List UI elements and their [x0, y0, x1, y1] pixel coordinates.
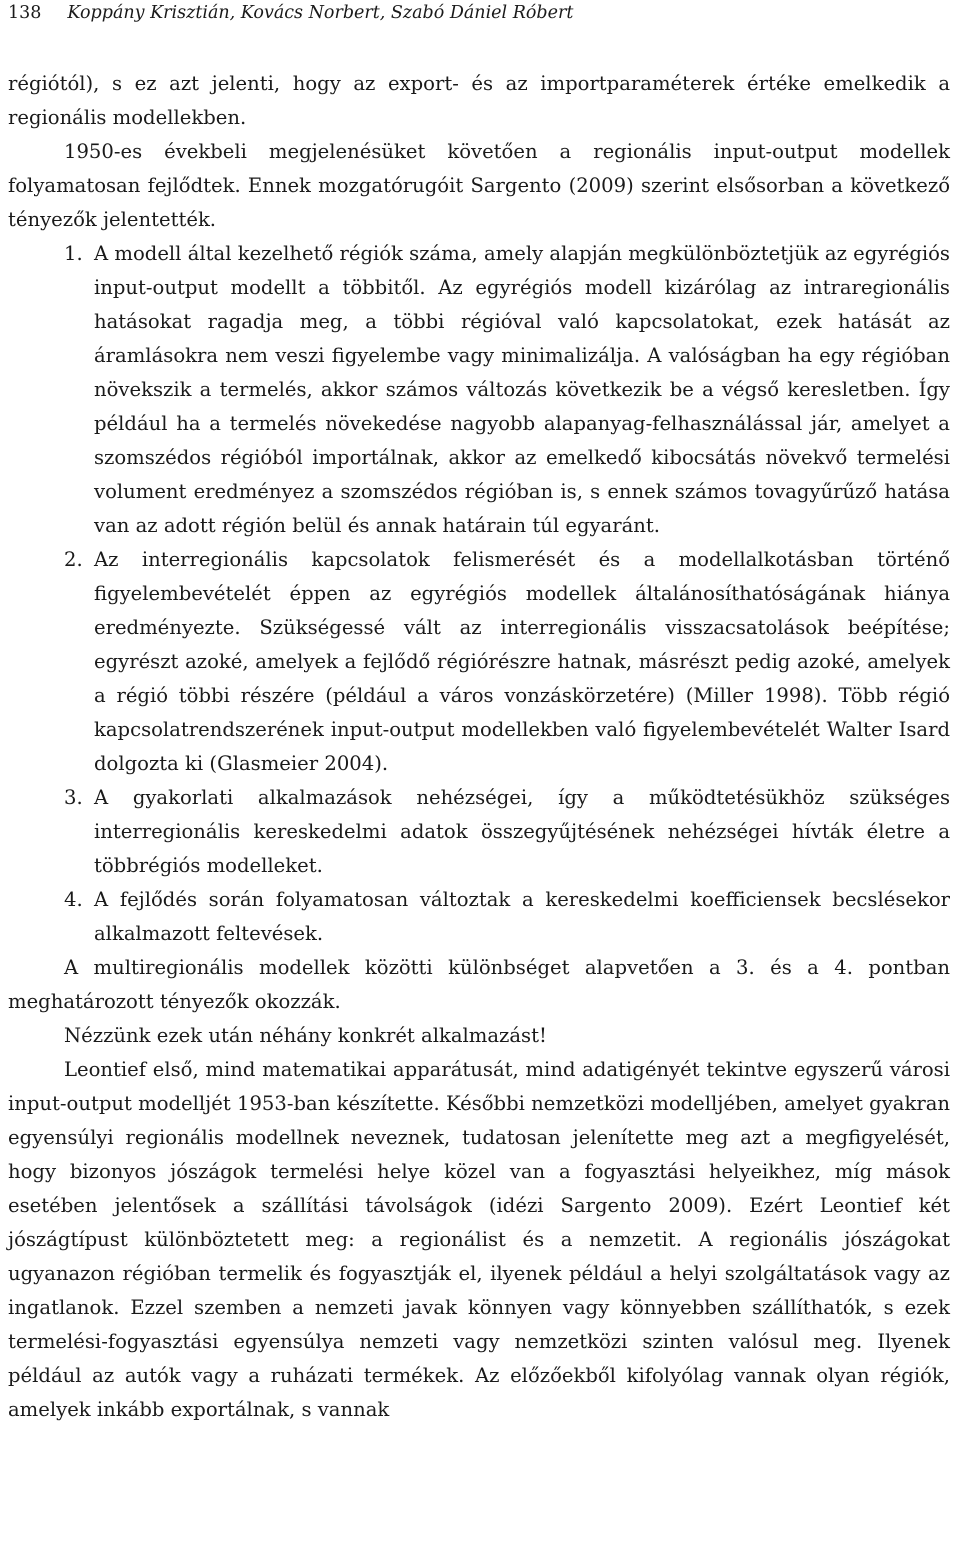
paragraph-multiregional: A multiregionális modellek közötti különbséget alapvetően a 3. és a 4. pontban meghatározott tényezők okozzák.: [8, 956, 950, 1013]
list-item: [64, 883, 950, 951]
paragraph-transition: Nézzünk ezek után néhány konkrét alkalmazást!: [64, 1024, 547, 1047]
header-authors: Koppány Krisztián, Kovács Norbert, Szabó Dániel Róbert: [67, 3, 574, 23]
factor-list: [8, 237, 950, 951]
list-item-text: A modell által kezelhető régiók száma, amely alapján megkülönböztetjük az egyrégiós input-output modellt a többitől. Az egyrégiós modell kizárólag az intraregionális hatásokat ragadja meg, a többi régióval való kapcsolatokat, ezek hatását az áramlásokra nem veszi figyelembe vagy minimalizálja. A valóságban ha egy régióban növekszik a termelés, akkor számos változás következik be a végső keresletben. Így például ha a termelés növekedése nagyobb alapanyag-felhasználással jár, amelyet a szomszédos régióból importálnak, akkor az emelkedő kibocsátás növekvő termelési volument eredményez a szomszédos régióban is, s ennek számos tovagyűrűző hatása van az adott régión belül és annak határain túl egyaránt.: [94, 242, 950, 537]
list-item: [64, 543, 950, 781]
list-item-number: 4.: [64, 888, 83, 911]
paragraph-leontief: Leontief első, mind matematikai apparátusát, mind adatigényét tekintve egyszerű városi input-output modelljét 1953-ban készítette. Későbbi nemzetközi modelljében, amelyet gyakran egyensúlyi regionális modellnek neveznek, tudatosan jelenítette meg azt a megfigyelését, hogy bizonyos jószágok termelési helye közel van a fogyasztási helyeikhez, míg mások esetében jelentősek a szállítási távolságok (idézi Sargento 2009). Ezért Leontief két jószágtípust különböztetett meg: a regionálist és a nemzetit. A regionális jószágokat ugyanazon régióban termelik és fogyasztják el, ilyenek például a helyi szolgáltatások vagy az ingatlanok. Ezzel szemben a nemzeti javak könnyen vagy könnyebben szállíthatók, s ezek termelési-fogyasztási egyensúlya nemzeti vagy nemzetközi szinten valósul meg. Ilyenek például az autók vagy a ruházati termékek. Az előzőekből kifolyólag vannak olyan régiók, amelyek inkább exportálnak, s vannak: [8, 1058, 950, 1421]
list-item-text: A fejlődés során folyamatosan változtak a kereskedelmi koefficiensek becslésekor alkalmazott feltevések.: [94, 888, 950, 945]
running-header: [8, 0, 950, 26]
paragraph-development: 1950-es évekbeli megjelenésüket követően a regionális input-output modellek folyamatosan fejlődtek. Ennek mozgatórugóit Sargento (2009) szerint elsősorban a következő tényezők jelentették.: [8, 140, 950, 231]
list-item-number: 3.: [64, 786, 83, 809]
list-item-text: Az interregionális kapcsolatok felismerését és a modellalkotásban történő figyelembevételét éppen az egyrégiós modellek általánosíthatóságának hiánya eredményezte. Szükségessé vált az interregionális visszacsatolások beépítése; egyrészt azoké, amelyek a fejlődő régiórészre hatnak, másrészt pedig azoké, amelyek a régió többi részére (például a város vonzáskörzetére) (Miller 1998). Több régió kapcsolatrendszerének input-output modellekben való figyelembevételét Walter Isard dolgozta ki (Glasmeier 2004).: [94, 548, 950, 775]
list-item-number: 2.: [64, 548, 83, 571]
page-number: 138: [8, 3, 42, 23]
body-text: [8, 67, 950, 1427]
list-item-text: A gyakorlati alkalmazások nehézségei, így a működtetésükhöz szükséges interregionális kereskedelmi adatok összegyűjtésének nehézségei hívták életre a többrégiós modelleket.: [94, 786, 950, 877]
list-item: [64, 237, 950, 543]
list-item: [64, 781, 950, 883]
list-item-number: 1.: [64, 242, 83, 265]
paragraph-continuation: régiótól), s ez azt jelenti, hogy az export- és az importparaméterek értéke emelkedik a regionális modellekben.: [8, 72, 950, 129]
